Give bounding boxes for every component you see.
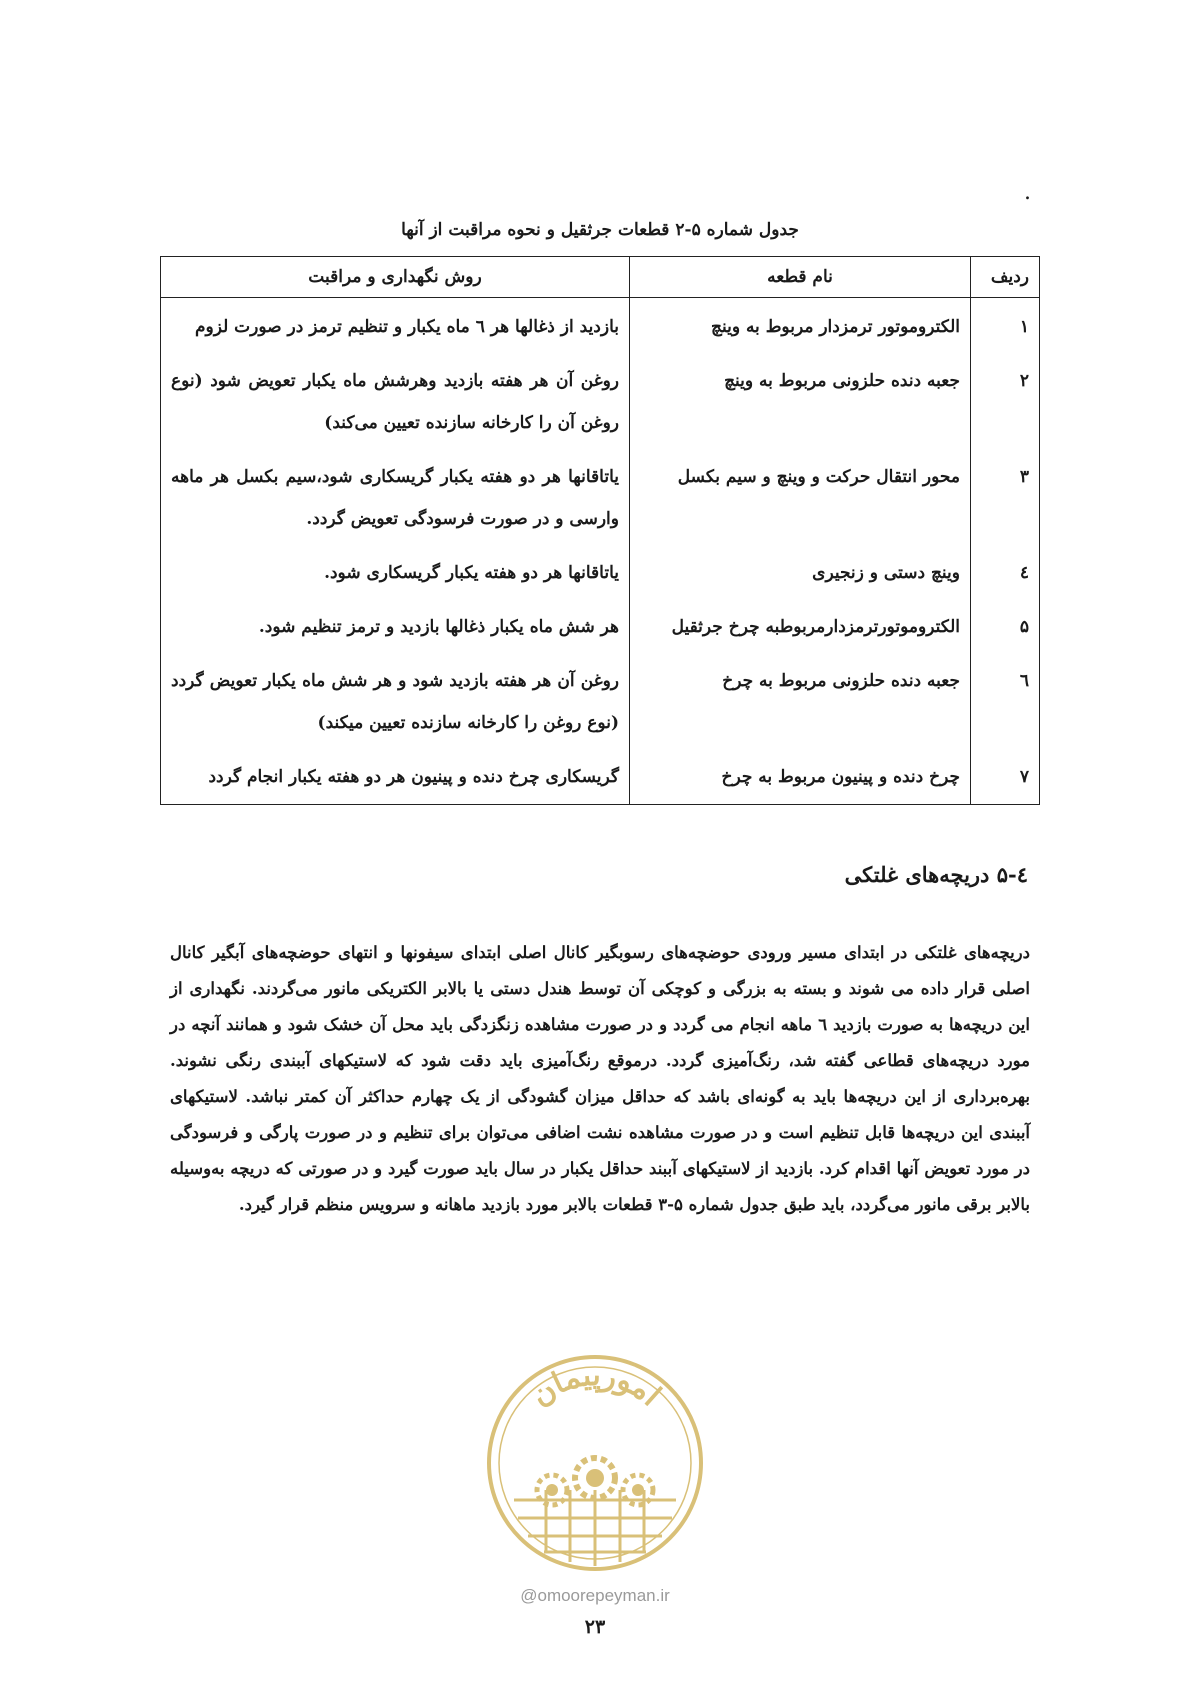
table-row <box>161 352 1040 448</box>
header-care: روش نگهداری و مراقبت <box>161 257 630 298</box>
row-name: جعبه دنده حلزونی مربوط به وینچ <box>630 352 971 448</box>
row-num: ۱ <box>971 298 1040 353</box>
table-caption: جدول شماره ۵-۲ قطعات جرثقیل و نحوه مراقبت از آنها <box>401 220 799 240</box>
table-row <box>161 598 1040 652</box>
watermark-text: omoorepeyman.ir <box>537 1586 670 1605</box>
table-header-row <box>161 257 1040 298</box>
row-num: ۷ <box>971 748 1040 805</box>
header-num: ردیف <box>971 257 1040 298</box>
svg-text:امورپیمان <box>524 1358 667 1413</box>
row-name: الکتروموتورترمزدارمربوطبه چرخ جرثقیل <box>630 598 971 652</box>
row-num: ۳ <box>971 448 1040 544</box>
row-num: ۵ <box>971 598 1040 652</box>
body-paragraph: دریچه‌های غلتکی در ابتدای مسیر ورودی حوضچه‌های رسوبگیر کانال اصلی ابتدای سیفونها و انتهای حوضچه‌های آبگیر کانال اصلی قرار داده می شوند و بسته به بزرگی و کوچکی آن توسط هندل دستی یا بالابر الکتریکی مانور می‌گردند. نگهداری از این دریچه‌ها به صورت بازدید ٦ ماهه انجام می گردد و در صورت مشاهده زنگزدگی باید محل آن خشک شود و همانند آنچه در مورد دریچه‌های قطاعی گفته شد، رنگ‌آمیزی گردد. درموقع رنگ‌آمیزی باید دقت شود که لاستیکهای آببندی رنگی نشوند. بهره‌برداری از این دریچه‌ها باید به گونه‌ای باشد که حداقل میزان گشودگی از یک چهارم حداکثر آن کمتر نباشد. لاستیکهای آببندی این دریچه‌ها قابل تنظیم است و در صورت مشاهده نشت اضافی می‌توان برای تنظیم و در صورت پارگی و فرسودگی در مورد تعویض آنها اقدام کرد. بازدید از لاستیکهای آببند حداقل یکبار در سال باید صورت گیرد و در صورتی که دریچه به‌وسیله بالابر برقی مانور می‌گردد، باید طبق جدول شماره ۵-۳ قطعات بالابر مورد بازدید ماهانه و سرویس منظم قرار گیرد. <box>170 943 1030 1214</box>
row-num: ۲ <box>971 352 1040 448</box>
seal-text: امورپیمان <box>524 1357 668 1414</box>
table-row <box>161 748 1040 805</box>
row-name: وینچ دستی و زنجیری <box>630 544 971 598</box>
table-row <box>161 544 1040 598</box>
parts-table <box>160 256 1040 805</box>
page-number: ۲۳ <box>584 1616 606 1638</box>
row-care: روغن آن هر هفته بازدید وهرشش ماه یکبار تعویض شود (نوع روغن آن را کارخانه سازنده تعیین می‌کند) <box>161 352 630 448</box>
row-num: ٦ <box>971 652 1040 748</box>
header-name: نام قطعه <box>630 257 971 298</box>
row-care: یاتاقانها هر دو هفته یکبار گریسکاری شود. <box>161 544 630 598</box>
at-sign-icon: @ <box>520 1586 538 1605</box>
row-care: روغن آن هر هفته بازدید شود و هر شش ماه یکبار تعویض گردد (نوع روغن را کارخانه سازنده تعیین میکند) <box>161 652 630 748</box>
row-name: محور انتقال حرکت و وینچ و سیم بکسل <box>630 448 971 544</box>
top-mark: . <box>1024 180 1031 205</box>
row-name: جعبه دنده حلزونی مربوط به چرخ <box>630 652 971 748</box>
table-row <box>161 298 1040 353</box>
website-watermark <box>460 1586 730 1606</box>
row-care: هر شش ماه یکبار ذغالها بازدید و ترمز تنظیم شود. <box>161 598 630 652</box>
row-num: ٤ <box>971 544 1040 598</box>
row-care: یاتاقانها هر دو هفته یکبار گریسکاری شود،سیم بکسل هر ماهه وارسی و در صورت فرسودگی تعویض گردد. <box>161 448 630 544</box>
row-name: چرخ دنده و پینیون مربوط به چرخ <box>630 748 971 805</box>
row-care: گریسکاری چرخ دنده و پینیون هر دو هفته یکبار انجام گردد <box>161 748 630 805</box>
section-heading: ٤-۵ دریچه‌های غلتکی <box>844 862 1028 887</box>
seal-logo-icon <box>478 1350 712 1576</box>
row-care: بازدید از ذغالها هر ٦ ماه یکبار و تنظیم ترمز در صورت لزوم <box>161 298 630 353</box>
table-row <box>161 448 1040 544</box>
row-name: الکتروموتور ترمزدار مربوط به وینچ <box>630 298 971 353</box>
table-row <box>161 652 1040 748</box>
